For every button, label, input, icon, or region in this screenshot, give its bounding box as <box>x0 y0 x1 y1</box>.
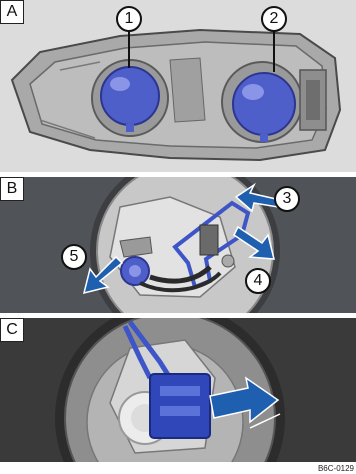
bulb-socket-illustration <box>0 177 356 313</box>
leader-line-2 <box>273 28 275 72</box>
panel-c-connector-removal <box>0 318 356 462</box>
panel-letter-a: A <box>0 0 24 24</box>
panel-b-bulb-removal <box>0 177 356 313</box>
headlight-housing-illustration <box>0 0 356 172</box>
callout-2: 2 <box>261 6 287 32</box>
reference-code: B6C-0129 <box>317 464 354 473</box>
bulb-cap-2 <box>233 73 295 135</box>
panel-letter-b: B <box>0 177 24 201</box>
callout-3: 3 <box>274 186 300 212</box>
bulb-cap-1 <box>101 67 159 125</box>
callout-1: 1 <box>116 6 142 32</box>
panel-letter-c: C <box>0 318 24 342</box>
leader-line-1 <box>128 28 130 68</box>
callout-5: 5 <box>61 244 87 270</box>
connector-illustration <box>0 318 356 462</box>
panel-a-headlight-rear <box>0 0 356 172</box>
callout-4: 4 <box>245 268 271 294</box>
